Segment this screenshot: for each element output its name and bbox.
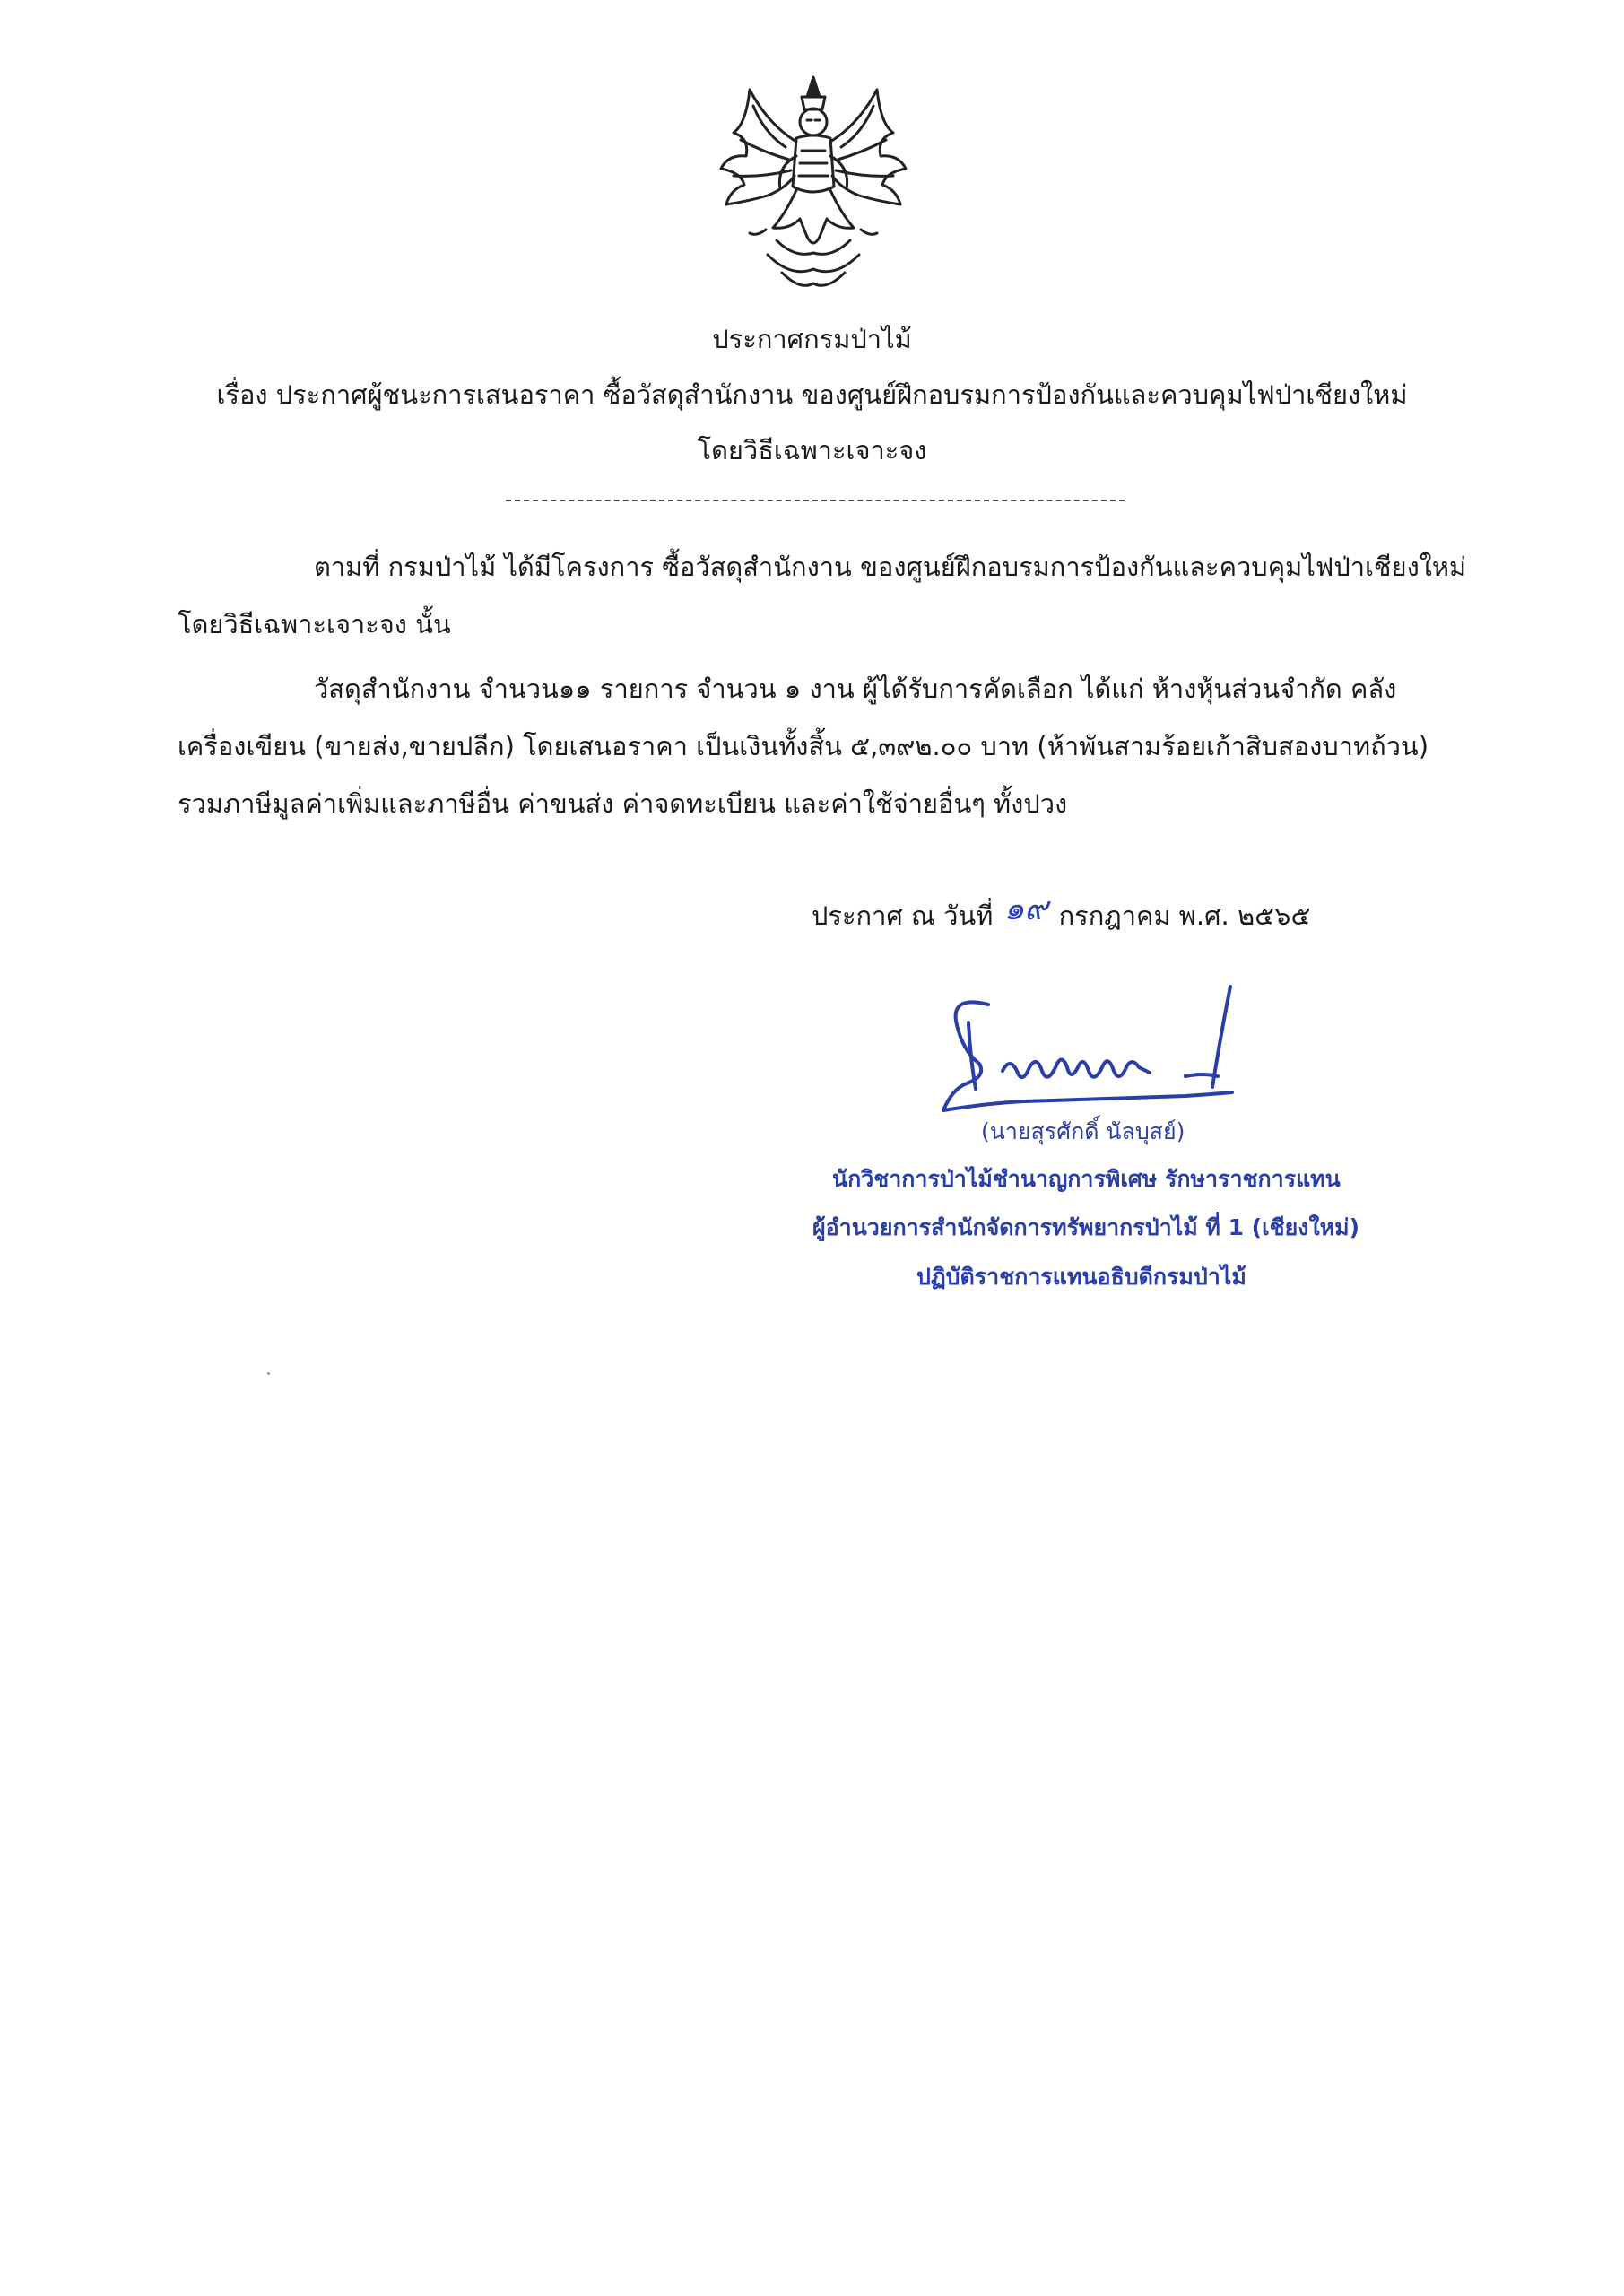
announcement-subject: เรื่อง ประกาศผู้ชนะการเสนอราคา ซื้อวัสดุสำนักงาน ของศูนย์ฝึกอบรมการป้องกันและควบคุมไฟป่าเชียงใหม่: [216, 379, 1408, 410]
announcement-method: โดยวิธีเฉพาะเจาะจง: [697, 435, 927, 465]
garuda-emblem-icon: [714, 70, 913, 294]
signature-icon: [916, 978, 1266, 1130]
date-prefix: ประกาศ ณ วันที่: [812, 900, 994, 931]
paragraph2-line3: รวมภาษีมูลค่าเพิ่มและภาษีอื่น ค่าขนส่ง ค่าจดทะเบียน และค่าใช้จ่ายอื่นๆ ทั้งปวง: [178, 788, 1068, 819]
date-month-year: กรกฎาคม พ.ศ. ๒๕๖๕: [1058, 900, 1311, 931]
paragraph1-line2: โดยวิธีเฉพาะเจาะจง นั้น: [178, 609, 451, 639]
divider: [506, 500, 1125, 501]
announcement-date: [812, 891, 1311, 934]
signatory-name: (นายสุรศักดิ์ นัลบุสย์): [981, 1118, 1185, 1144]
paragraph1-line1: ตามที่ กรมป่าไม้ ได้มีโครงการ ซื้อวัสดุสำนักงาน ของศูนย์ฝึกอบรมการป้องกันและควบคุมไฟป่าเชียงใหม่: [314, 552, 1467, 582]
date-day: ๑๙: [1003, 891, 1048, 927]
signatory-position-line3: ปฏิบัติราชการแทนอธิบดีกรมป่าไม้: [916, 1264, 1246, 1290]
signatory-position-line2: ผู้อำนวยการสำนักจัดการทรัพยากรป่าไม้ ที่ 1 (เชียงใหม่): [812, 1214, 1360, 1240]
announcement-heading: ประกาศกรมป่าไม้: [712, 324, 912, 354]
scan-speck: [267, 1372, 270, 1375]
signatory-position-line1: นักวิชาการป่าไม้ชำนาญการพิเศษ รักษาราชการแทน: [832, 1166, 1341, 1192]
paragraph2-line1: วัสดุสำนักงาน จำนวน๑๑ รายการ จำนวน ๑ งาน ผู้ได้รับการคัดเลือก ได้แก่ ห้างหุ้นส่วนจำกัด คลัง: [314, 674, 1397, 704]
paragraph2-line2: เครื่องเขียน (ขายส่ง,ขายปลีก) โดยเสนอราคา เป็นเงินทั้งสิ้น ๕,๓๙๒.๐๐ บาท (ห้าพันสามร้อยเก้าสิบสองบาทถ้วน): [178, 731, 1429, 761]
